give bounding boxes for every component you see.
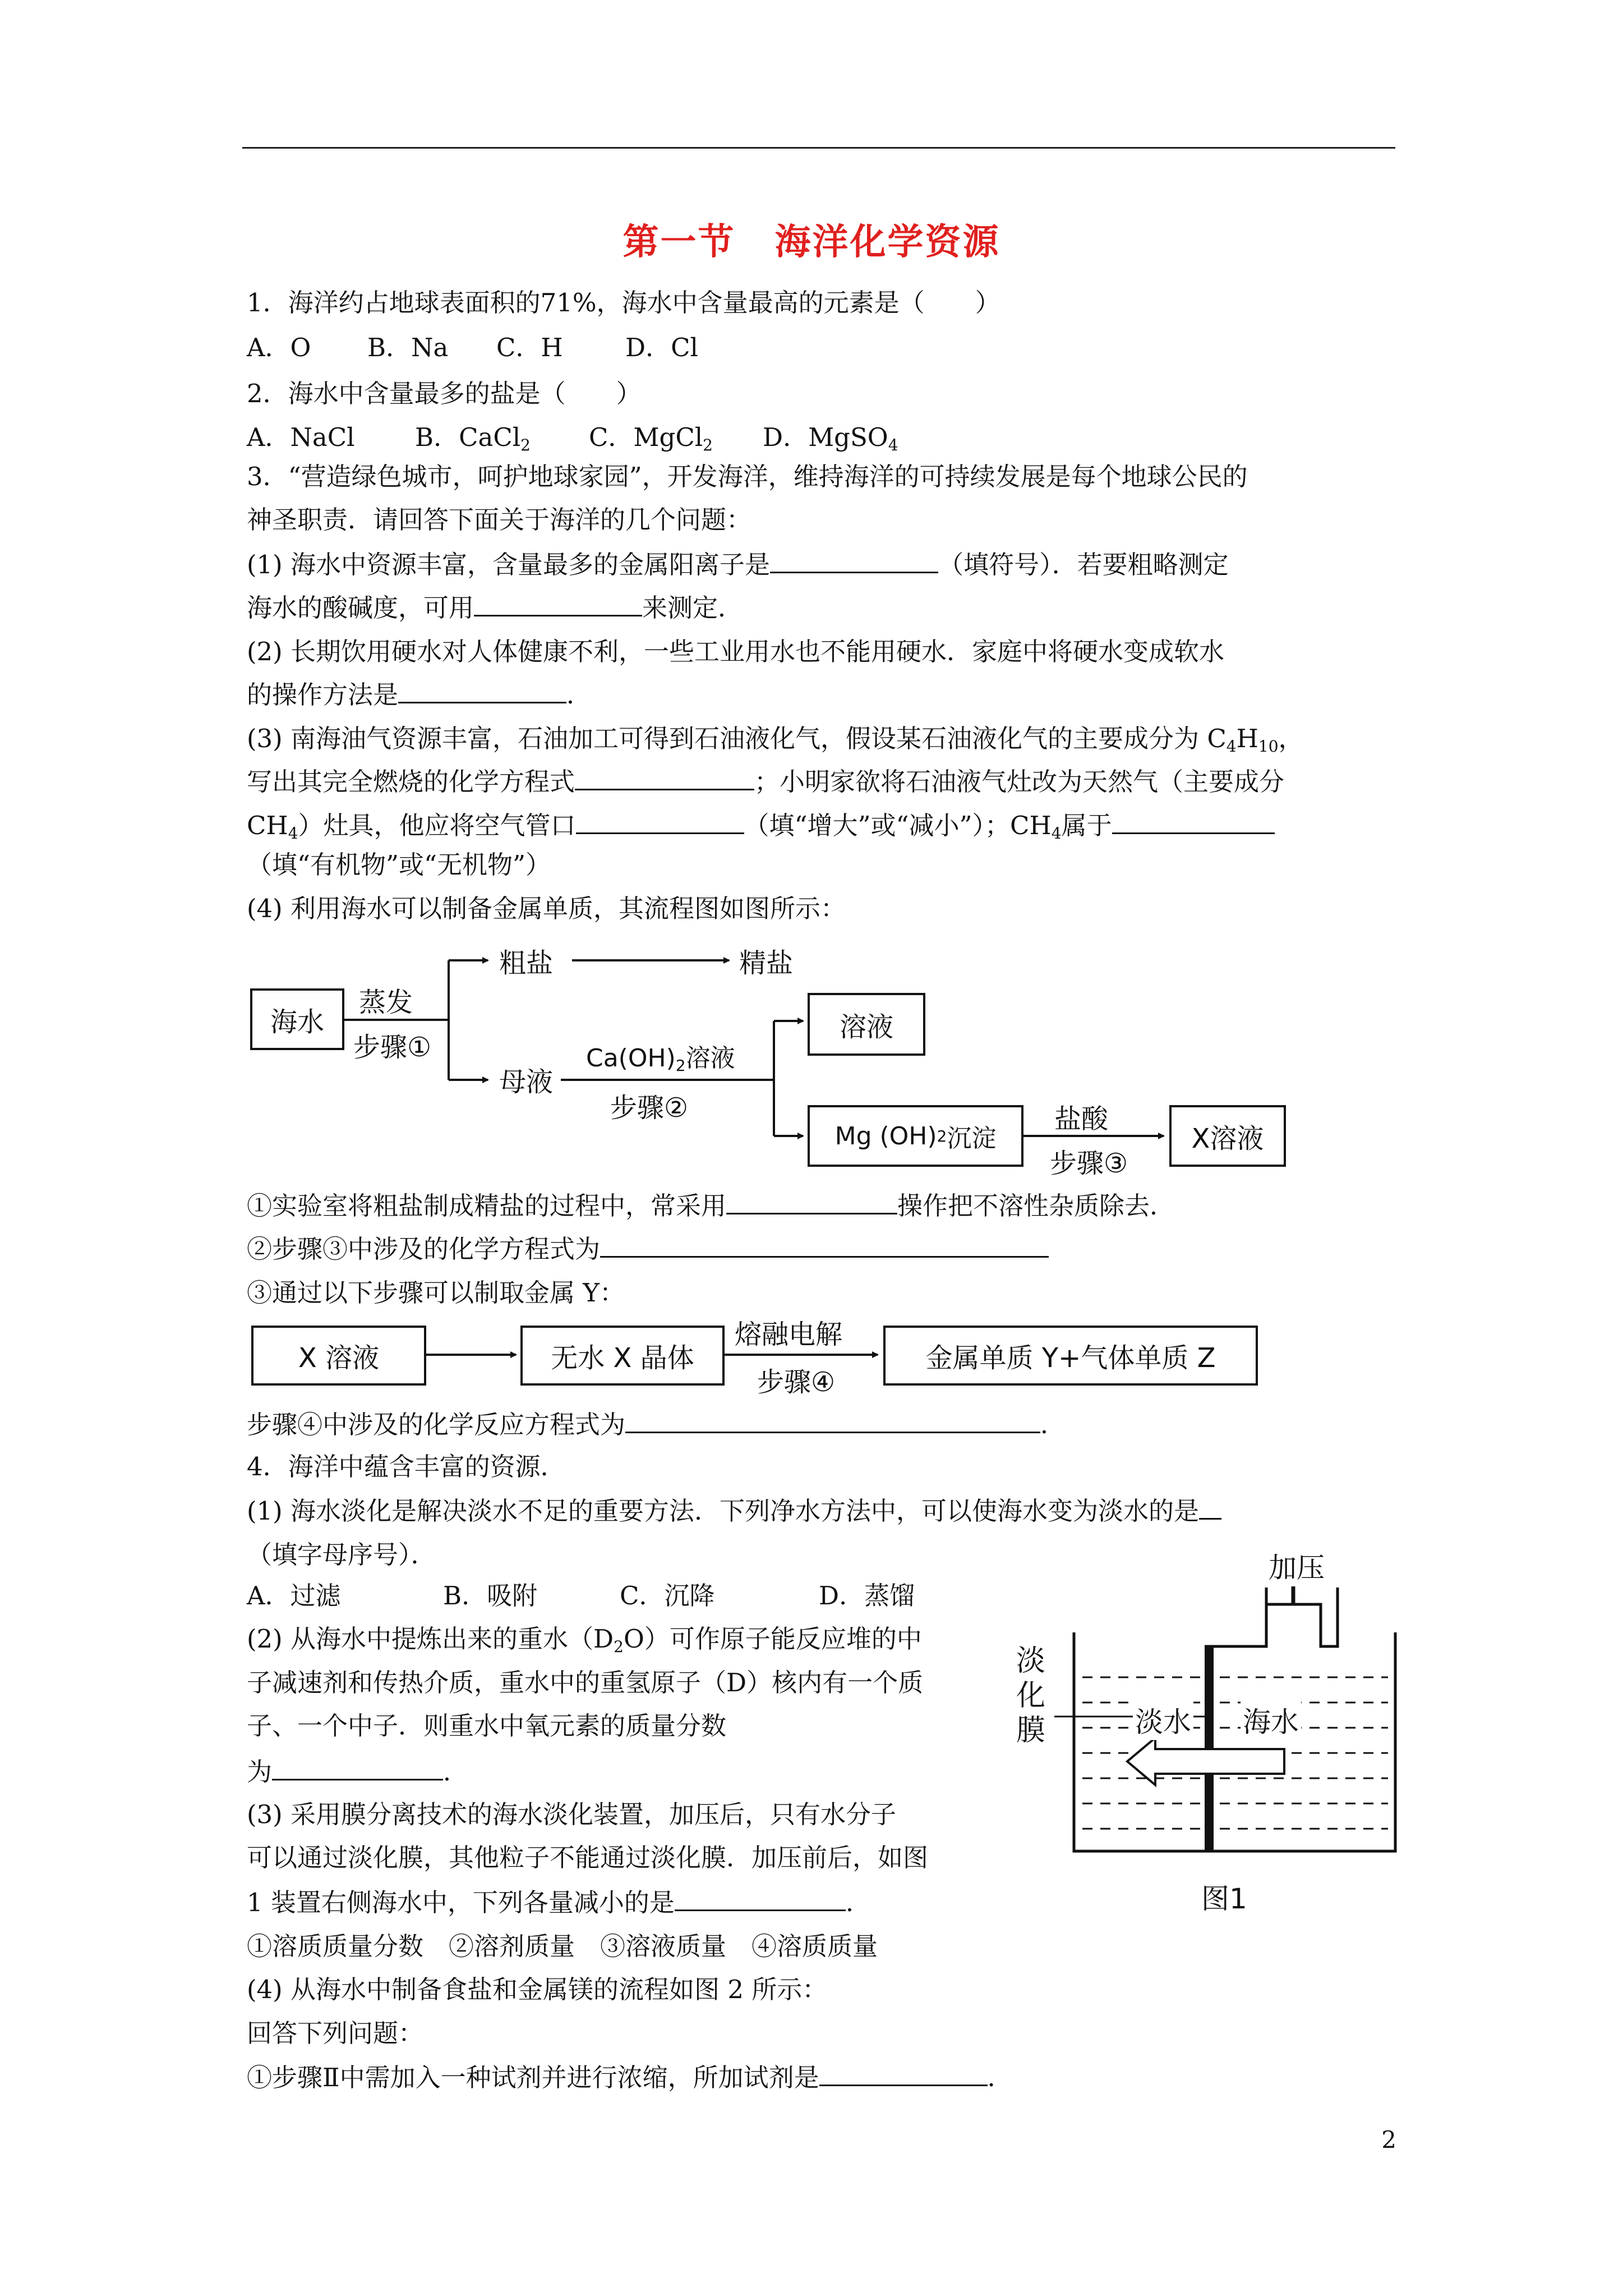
q3-sub4-line: 步骤④中涉及的化学反应方程式为 ． bbox=[247, 1407, 1066, 1442]
q4-part3-line1: (3) 采用膜分离技术的海水淡化装置，加压后，只有水分子 bbox=[247, 1800, 897, 1829]
q4-part2-line3: 子、一个中子．则重水中氧元素的质量分数 bbox=[247, 1711, 727, 1741]
box-x-solution: X溶液 bbox=[1169, 1105, 1286, 1167]
q3-part1-line2: 海水的酸碱度，可用 来测定． bbox=[247, 590, 743, 625]
box-anhydrous-x-crystal: 无水 X 晶体 bbox=[520, 1326, 725, 1386]
q2-option-d: D．MgSO$_4$ bbox=[763, 422, 898, 454]
label-mother-liquor: 母液 bbox=[499, 1066, 554, 1098]
label-seawater: 海水 bbox=[1241, 1700, 1301, 1740]
label-caoh2-solution: $Ca(OH)_2$溶液 bbox=[586, 1044, 735, 1075]
page-number: 2 bbox=[1381, 2126, 1396, 2154]
q4-part1-line1: (1) 海水淡化是解决淡水不足的重要方法．下列净水方法中，可以使海水变为淡水的是 bbox=[247, 1493, 1221, 1528]
q3-part3-line4: （填“有机物”或“无机物”） bbox=[247, 850, 551, 880]
label-step1: 步骤① bbox=[353, 1032, 432, 1063]
label-membrane: 淡 化 膜 bbox=[1016, 1644, 1046, 1747]
box-metal-y-gas-z: 金属单质 Y+气体单质 Z bbox=[883, 1326, 1258, 1386]
q1-option-a: A．O bbox=[247, 333, 311, 362]
label-step3: 步骤③ bbox=[1050, 1148, 1128, 1179]
q2-option-c: C．MgCl$_2$ bbox=[589, 422, 713, 454]
q3-intro-1: 3．“营造绿色城市，呵护地球家园”，开发海洋，维持海洋的可持续发展是每个地球公民的 bbox=[247, 462, 1248, 491]
label-refined-salt: 精盐 bbox=[739, 947, 794, 979]
q3-sub2-line: ②步骤③中涉及的化学方程式为 bbox=[247, 1231, 1049, 1266]
box-mgoh2-precipitate: Mg (OH) 2 沉淀 bbox=[808, 1105, 1023, 1167]
q1-option-d: D．Cl bbox=[625, 333, 698, 362]
box-x-solution-2: X 溶液 bbox=[251, 1326, 426, 1386]
label-fresh-water: 淡水 bbox=[1133, 1700, 1193, 1740]
q3-part3-line1: (3) 南海油气资源丰富，石油加工可得到石油液化气，假设某石油液化气的主要成分为 $C_4H_{10}$， bbox=[247, 724, 1304, 756]
label-molten-electrolysis: 熔融电解 bbox=[735, 1319, 843, 1350]
q1-option-c: C．H bbox=[496, 333, 563, 362]
label-hydrochloric-acid: 盐酸 bbox=[1054, 1103, 1109, 1135]
label-evaporate: 蒸发 bbox=[359, 987, 413, 1018]
q2-option-b: B．CaCl$_2$ bbox=[415, 422, 531, 454]
q3-sub3-line: ③通过以下步骤可以制取金属 Y： bbox=[247, 1278, 625, 1308]
q3-part4-line: (4) 利用海水可以制备金属单质，其流程图如图所示： bbox=[247, 894, 846, 923]
q3-part2-line1: (2) 长期饮用硬水对人体健康不利，一些工业用水也不能用硬水．家庭中将硬水变成软水 bbox=[247, 637, 1225, 666]
q2-option-a: A．NaCl bbox=[247, 422, 355, 452]
q4-option-a: A．过滤 bbox=[247, 1581, 341, 1611]
figure-1-caption: 图1 bbox=[1201, 1883, 1247, 1915]
box-seawater: 海水 bbox=[250, 988, 344, 1050]
section-name: 海洋化学资源 bbox=[774, 222, 1000, 263]
q3-part2-line2: 的操作方法是 ． bbox=[247, 677, 592, 712]
q4-part4-line2: 回答下列问题： bbox=[247, 2018, 424, 2048]
q2-stem: 2．海水中含量最多的盐是（ ） bbox=[247, 379, 642, 408]
label-crude-salt: 粗盐 bbox=[499, 947, 554, 979]
q4-option-d: D．蒸馏 bbox=[819, 1581, 915, 1611]
label-step4: 步骤④ bbox=[757, 1366, 836, 1398]
q4-part3-line3: 1 装置右侧海水中，下列各量减小的是 ． bbox=[247, 1885, 871, 1920]
q4-part3-options: ①溶质质量分数 ②溶剂质量 ③溶液质量 ④溶质质量 bbox=[247, 1931, 878, 1961]
q1-option-b: B．Na bbox=[367, 333, 449, 362]
q3-part3-line3: $CH_4$）灶具，他应将空气管口 （填“增大”或“减小”）；$CH_4$属于 bbox=[247, 808, 1275, 850]
q1-stem: 1．海洋约占地球表面积的71%，海水中含量最高的元素是（ ） bbox=[247, 288, 1000, 318]
q4-option-b: B．吸附 bbox=[443, 1581, 538, 1611]
label-pressurize: 加压 bbox=[1269, 1552, 1325, 1584]
q4-option-c: C．沉降 bbox=[620, 1581, 715, 1611]
q3-intro-2: 神圣职责．请回答下面关于海洋的几个问题： bbox=[247, 505, 752, 535]
label-step2: 步骤② bbox=[610, 1092, 689, 1124]
q4-part1-line2: （填字母序号）． bbox=[247, 1540, 436, 1570]
q4-part2-line1: (2) 从海水中提炼出来的重水$(D_2O)$可作原子能反应堆的中 bbox=[247, 1624, 922, 1656]
q3-part3-line2: 写出其完全燃烧的化学方程式 ；小明家欲将石油液气灶改为天然气（主要成分 bbox=[247, 764, 1284, 799]
q4-part2-line2: 子减速剂和传热介质，重水中的重氢原子（D）核内有一个质 bbox=[247, 1668, 924, 1697]
q4-intro: 4．海洋中蕴含丰富的资源． bbox=[247, 1452, 566, 1481]
q4-sub1-line: ①步骤Ⅱ中需加入一种试剂并进行浓缩，所加试剂是 ． bbox=[247, 2060, 1013, 2095]
box-solution: 溶液 bbox=[808, 993, 925, 1056]
q3-sub1-line: ①实验室将粗盐制成精盐的过程中，常采用 操作把不溶性杂质除去． bbox=[247, 1188, 1175, 1223]
q4-part4-line: (4) 从海水中制备食盐和金属镁的流程如图 2 所示： bbox=[247, 1975, 828, 2004]
q3-part1-line1: (1) 海水中资源丰富，含量最多的金属阳离子是 （填符号）．若要粗略测定 bbox=[247, 547, 1229, 582]
section-label: 第一节 bbox=[623, 222, 736, 263]
q4-part2-line4: 为 ． bbox=[247, 1754, 468, 1789]
q4-part3-line2: 可以通过淡化膜，其他粒子不能通过淡化膜．加压前后，如图 bbox=[247, 1843, 929, 1872]
